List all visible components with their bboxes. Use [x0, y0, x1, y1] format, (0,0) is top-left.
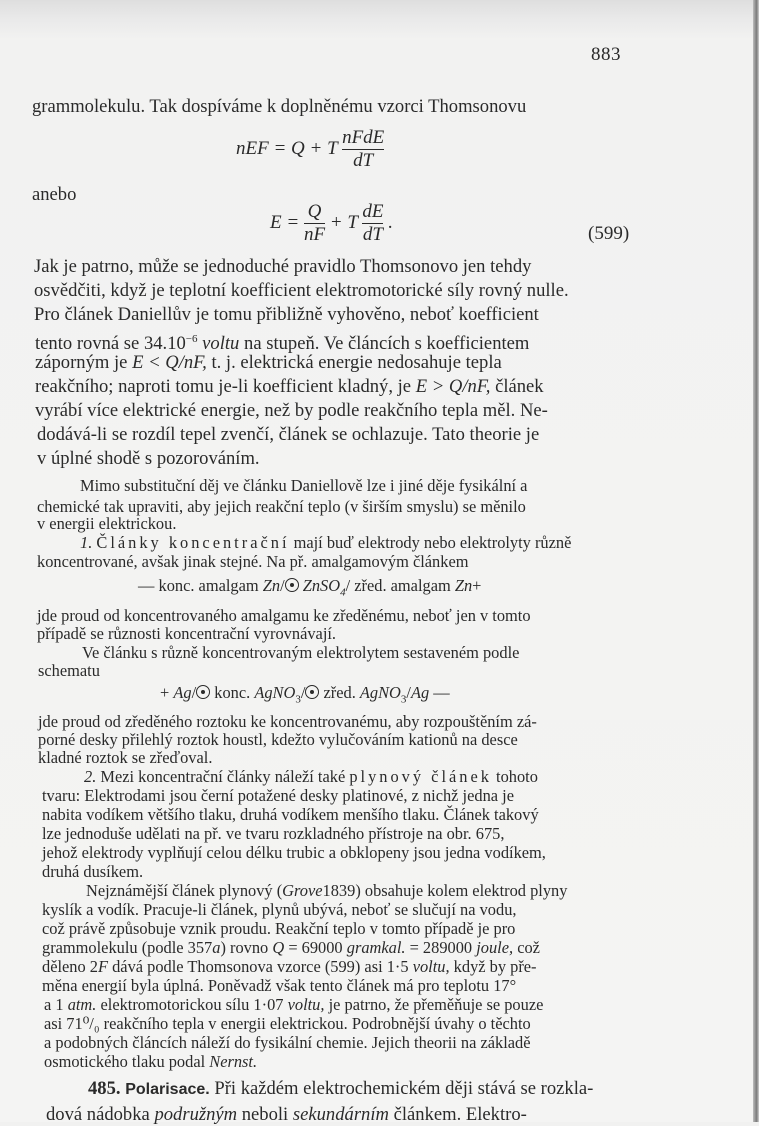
equation-term: + T: [329, 211, 358, 233]
text-span: a 1: [44, 995, 64, 1014]
text-line: [35, 376, 544, 398]
text-line: jehož elektrody vyplňují celou délku trubic a obklopeny jsou jedna vodíkem,: [42, 843, 546, 862]
list-item-1: [80, 533, 571, 552]
equation-599: [270, 202, 393, 245]
spaced-term: plynový článek: [349, 767, 492, 786]
separator: /: [300, 683, 306, 702]
page-edge-shadow: [753, 0, 759, 1122]
text-line: tvaru: Elektrodami jsou černí potažené desky platinové, z nichž jedna je: [42, 786, 514, 805]
text-line: osvědčiti, když je teplotní koefficient elektromotorické síly rovný nulle.: [34, 280, 569, 301]
text-line: dodává-li se rozdíl tepel zvenčí, článek se ochlazuje. Tato theorie je: [37, 424, 540, 445]
text-span: reakčního; naproti tomu je-li koefficient kladný, je: [35, 376, 412, 397]
text-span: zřed. amalgam: [354, 576, 451, 595]
text-span: děleno 2: [42, 957, 98, 976]
unit-italic: atm.: [67, 995, 97, 1014]
math-q: Q: [272, 938, 285, 957]
text-span: což: [517, 938, 540, 957]
item-number: 2.: [84, 767, 97, 786]
separator: /: [406, 683, 411, 702]
unit-italic: joule,: [476, 938, 514, 957]
text-line: Mimo substituční děj ve článku Daniellově lze i jiné děje fysikální a: [80, 476, 528, 495]
text-line: případě se různosti koncentrační vyrovnávají.: [37, 624, 337, 643]
section-number: 485.: [88, 1078, 121, 1099]
fraction-denominator: nF: [303, 224, 326, 245]
text-span: t. j. elektrická energie nedosahuje tepla: [211, 352, 502, 373]
fraction-numerator: Q: [307, 201, 322, 222]
subscript: 3: [400, 693, 407, 706]
text-line: grammolekulu. Tak dospíváme k doplněnému vzorci Thomsonovu: [32, 96, 527, 117]
text-span: Nejznámější článek plynový (: [86, 881, 283, 900]
text-span: dová nádobka: [46, 1104, 150, 1125]
fraction: [304, 202, 325, 245]
formula-ag: Ag: [410, 683, 430, 702]
person-name: Nernst.: [209, 1052, 258, 1071]
formula-ag: Ag: [173, 683, 192, 702]
text-line: nabita vodíkem většího tlaku, druhá vodíkem menšího tlaku. Článek takový: [42, 805, 539, 824]
text-line: vyrábí více elektrické energie, než by podle reakčního tepla měl. Ne-: [35, 400, 548, 421]
text-line: druhá dusíkem.: [42, 862, 144, 881]
unit-italic: gramkal.: [346, 938, 406, 957]
subscript: 4: [340, 586, 346, 599]
unit-italic: voltu,: [287, 995, 325, 1014]
person-name: Grove: [282, 881, 323, 900]
minus-sign: —: [433, 683, 450, 702]
text-span: zřed.: [323, 683, 356, 702]
text-span: článkem. Elektro-: [393, 1104, 527, 1125]
text-line: [42, 957, 537, 976]
section-title: Polarisace.: [125, 1081, 210, 1098]
text-anebo: anebo: [32, 184, 77, 205]
equation-thomson: [236, 128, 384, 171]
value: = 289000: [409, 938, 473, 957]
text-line: kyslík a vodík. Pracuje-li článek, plynů ubývá, neboť se slučují na vodu,: [42, 900, 517, 919]
text-line: chemické tak upraviti, aby jejich reakční teplo (v širším smyslu) se měnilo: [37, 497, 526, 516]
text-line: asi 71⁰/₀ reakčního tepla v energii elektrickou. Podrobnější úvahy o těchto: [44, 1014, 531, 1033]
text-span: Při každém elektrochemickém ději stává se rozkla-: [214, 1078, 594, 1099]
equation-end: .: [388, 211, 393, 233]
text-span: mají buď elektrody nebo elektrolyty různě: [293, 533, 572, 552]
text-span: tento rovná se 34.10: [35, 333, 186, 355]
text-span: a: [212, 938, 221, 957]
emphasis: sekundárním: [292, 1104, 389, 1125]
item-number: 1.: [80, 533, 93, 552]
list-item-2: [84, 767, 538, 786]
text-span: konc.: [214, 683, 251, 702]
text-line: Ve článku s různě koncentrovaným elektrolytem sestaveném podle: [82, 643, 520, 662]
text-line: schematu: [38, 661, 100, 680]
fraction-numerator: dE: [362, 201, 384, 222]
minus-sign: —: [138, 576, 155, 595]
text-span: osmotického tlaku podal: [44, 1052, 206, 1071]
text-span: článek: [495, 376, 544, 397]
formula-agno3: AgNO: [359, 683, 401, 702]
text-span: konc. amalgam: [158, 576, 259, 595]
text-span: neboli: [241, 1104, 289, 1125]
text-line: [46, 1104, 527, 1126]
text-line: lze jednoduše udělati na př. ve tvaru rozkladného přístroje na obr. 675,: [42, 824, 505, 843]
text-span: ) rovno: [220, 938, 269, 957]
math-inline: E < Q/nF,: [132, 352, 207, 373]
fraction: [362, 202, 383, 245]
section-heading-line: [88, 1078, 593, 1101]
text-span: dává podle Thomsonova vzorce (599) asi 1·5: [112, 957, 409, 976]
text-span: tohoto: [496, 767, 538, 786]
formula-agno3: AgNO: [254, 683, 296, 702]
formula-zn: Zn: [454, 576, 473, 595]
text-span: když by pře-: [453, 957, 537, 976]
text-line: v energii elektrickou.: [37, 514, 177, 533]
value: = 69000: [288, 938, 343, 957]
text-line: a podobných článcích náleží do fysikální chemie. Jejich theorii na základě: [44, 1033, 531, 1052]
math-inline: E > Q/nF,: [415, 376, 491, 397]
text-span: elektromotorickou sílu 1·07: [100, 995, 284, 1014]
text-span: grammolekulu (podle 357: [42, 938, 213, 957]
page-number: 883: [591, 44, 621, 65]
text-line: [35, 352, 502, 374]
fraction-denominator: dT: [353, 150, 374, 171]
emphasis: podružným: [154, 1104, 238, 1125]
exponent: −6: [185, 333, 198, 345]
text-line: [86, 881, 567, 900]
spaced-term: Články koncentrační: [96, 533, 290, 552]
fraction-numerator: nFdE: [342, 127, 385, 148]
text-span: 1839) obsahuje kolem elektrod plyny: [322, 881, 568, 900]
text-line: což právě způsobuje vznik proudu. Reakční teplo v tomto případě je pro: [42, 919, 516, 938]
formula-znso4: ZnSO: [302, 576, 341, 595]
cell-scheme-amalgam: [138, 576, 481, 602]
plus-sign: +: [472, 576, 482, 595]
separator: /: [191, 683, 197, 702]
porous-wall-icon: [285, 578, 299, 592]
fraction: [342, 128, 384, 171]
unit-italic: voltu,: [412, 957, 450, 976]
equation-lhs: nEF = Q + T: [236, 137, 338, 159]
separator: /: [280, 576, 285, 595]
plus-sign: +: [160, 683, 170, 702]
math-f: F: [97, 957, 108, 976]
text-line: v úplné shodě s pozorováním.: [37, 448, 260, 469]
text-line: Pro článek Daniellův je tomu přibližně vyhověno, neboť koefficient: [34, 304, 539, 325]
text-line: kladné roztok se zřeďoval.: [38, 748, 213, 767]
text-line: [42, 938, 540, 957]
formula-zn: Zn: [262, 576, 281, 595]
text-line: [44, 995, 543, 1014]
text-span: je patrno, že přeměňuje se pouze: [328, 995, 544, 1014]
text-line: [44, 1052, 257, 1071]
porous-wall-icon: [305, 685, 319, 699]
equation-number: (599): [588, 223, 630, 244]
unit-italic: voltu: [202, 333, 240, 355]
cell-scheme-silver: [160, 683, 450, 709]
text-line: porné desky přilehlý roztok houstl, kdežto vylučováním kationů na desce: [38, 730, 518, 749]
fraction-denominator: dT: [362, 224, 383, 245]
text-line: jde proud od zředěného roztoku ke koncentrovanému, aby rozpouštěním zá-: [38, 712, 537, 731]
porous-wall-icon: [196, 685, 210, 699]
text-line: Jak je patrno, může se jednoduché pravidlo Thomsonovo jen tehdy: [34, 256, 532, 277]
text-span: záporným je: [35, 352, 128, 373]
subscript: 3: [295, 693, 301, 706]
text-line: měna energií byla úplná. Poněvadž však tento článek má pro teplotu 17°: [42, 976, 517, 995]
separator: /: [345, 576, 351, 595]
text-line: koncentrované, avšak jinak stejné. Na př. amalgamovým článkem: [37, 552, 469, 571]
text-span: na stupeň. Ve článcích s koefficientem: [244, 333, 530, 355]
equation-lhs: E =: [270, 211, 300, 233]
text-line: jde proud od koncentrovaného amalgamu ke zředěnému, neboť jen v tomto: [37, 606, 531, 625]
text-span: Mezi koncentrační články náleží také: [100, 767, 346, 786]
